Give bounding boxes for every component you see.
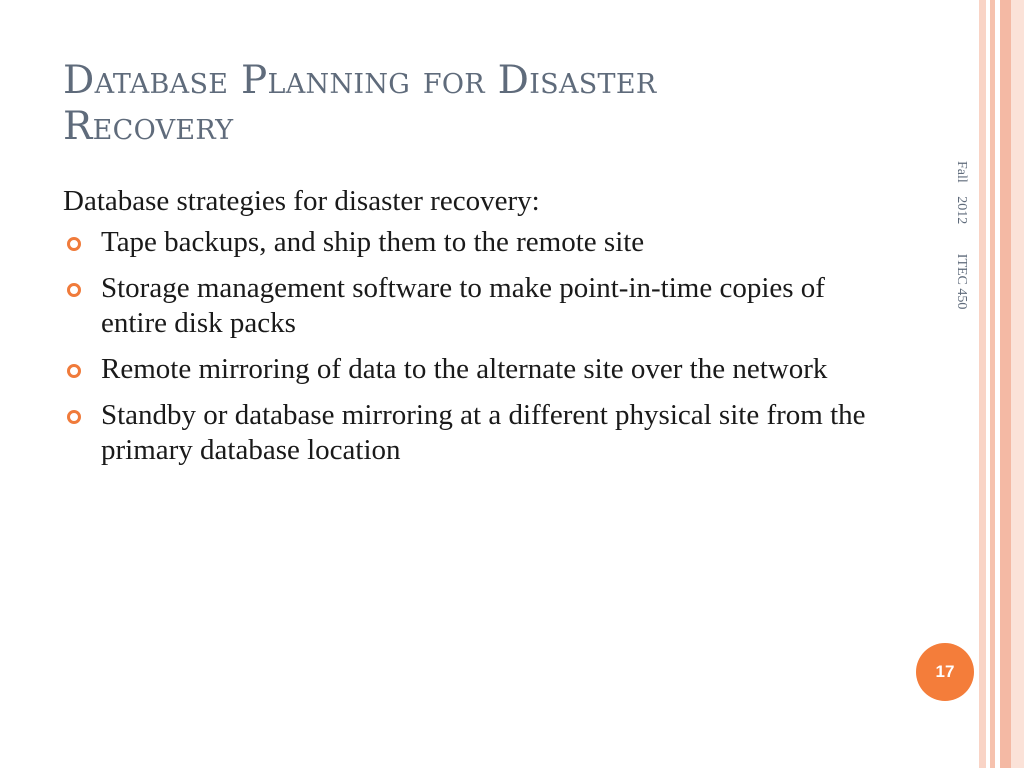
vertical-footer — [949, 161, 973, 351]
footer-term: Fall — [954, 161, 969, 183]
bullet-text: Remote mirroring of data to the alternate site over the network — [101, 353, 828, 385]
bullet-text: Storage management software to make point-in-time copies of entire disk packs — [101, 272, 825, 339]
decorative-stripe — [1011, 0, 1024, 768]
orange-ring-bullet-icon — [67, 364, 81, 378]
intro-text: Database strategies for disaster recovery: — [63, 185, 540, 217]
vertical-footer-text — [949, 161, 973, 351]
bullet-text: Tape backups, and ship them to the remote site — [101, 226, 645, 258]
decorative-stripe — [1000, 0, 1011, 768]
bullet-text: Standby or database mirroring at a different physical site from the primary database location — [101, 399, 866, 466]
bullet-item — [63, 225, 893, 260]
slide-content — [63, 184, 893, 479]
orange-ring-bullet-icon — [67, 237, 81, 251]
footer-year: 2012 — [954, 196, 969, 225]
orange-ring-bullet-icon — [67, 410, 81, 424]
bullet-item — [63, 398, 893, 468]
orange-ring-bullet-icon — [67, 283, 81, 297]
decorative-stripe — [979, 0, 986, 768]
bullet-item — [63, 271, 893, 341]
page-number-badge: 17 — [916, 643, 974, 701]
footer-course: ITEC 450 — [954, 253, 969, 310]
bullet-list — [63, 225, 893, 468]
bullet-item — [63, 352, 893, 387]
slide-title: Database Planning for Disaster Recovery — [63, 58, 657, 149]
